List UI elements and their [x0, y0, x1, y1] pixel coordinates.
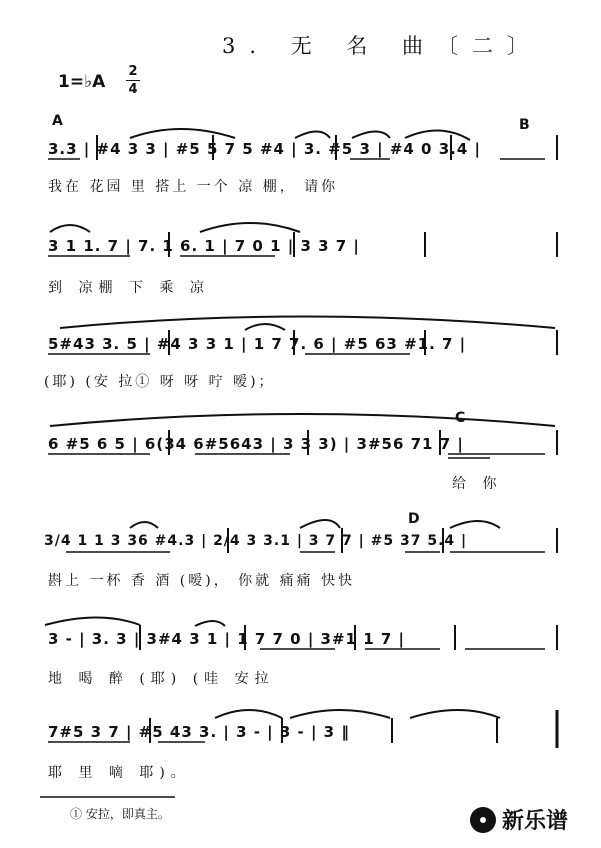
- song-title: 3. 无 名 曲〔二〕: [222, 34, 543, 58]
- system-1-notes: 3.3 | #4 3 3 | #5 5 7 5 #4 | 3. #5 3 | #4 0 3.4 |: [48, 140, 481, 158]
- system-6-notes: 3 - | 3. 3 | 3#4 3 1 | 1 7 7 0 | 3#1 1 7 |: [48, 630, 406, 648]
- system-7-lyrics: 耶 里 嘀 耶)。: [48, 765, 191, 781]
- meter-bottom: 4: [128, 82, 138, 97]
- system-7-notes: 7#5 3 7 | #5 43 3. | 3 - | 3 - | 3 ‖: [48, 723, 350, 741]
- system-5-lyrics: 斟上 一杯 香 酒 (嗳)， 你就 痛痛 快快: [48, 573, 356, 589]
- meter-top: 2: [128, 64, 138, 79]
- logo-text: 新乐谱: [502, 809, 569, 834]
- site-logo: [470, 804, 568, 835]
- system-2-lyrics: 到 凉棚 下 乘 凉: [48, 280, 210, 296]
- system-2-notes: 3 1 1. 7 | 7. 1 6. 1 | 7 0 1 | 3 3 7 |: [48, 237, 360, 255]
- system-5-notes: 3/4 1 1 3 36 #4.3 | 2/4 3 3.1 | 3 7 7 | #5 37 5.4 |: [44, 533, 468, 549]
- section-mark-c: C: [455, 410, 466, 426]
- footnote: ① 安拉，即真主。: [70, 807, 170, 821]
- section-mark-d: D: [408, 511, 420, 527]
- system-6-lyrics: 地 喝 醉 (耶) (哇 安拉: [48, 671, 275, 687]
- system-4-lyrics: 给 你: [452, 476, 503, 492]
- section-mark-a: A: [52, 113, 63, 129]
- system-3-lyrics: (耶) (安 拉① 呀 呀 咛 嗳)；: [44, 374, 276, 390]
- record-disc-icon: [470, 807, 496, 833]
- system-1-lyrics: 我在 花园 里 搭上 一个 凉 棚， 请你: [48, 179, 339, 195]
- section-mark-b: B: [519, 117, 530, 133]
- system-3-notes: 5#43 3. 5 | #4 3 3 1 | 1 7 7. 6 | #5 63 #1. 7 |: [48, 335, 467, 353]
- system-4-notes: 6 #5 6 5 | 6(34 6#5643 | 3 3 3) | 3#56 71 7 |: [48, 435, 464, 453]
- key-signature: 1=♭A: [58, 72, 106, 92]
